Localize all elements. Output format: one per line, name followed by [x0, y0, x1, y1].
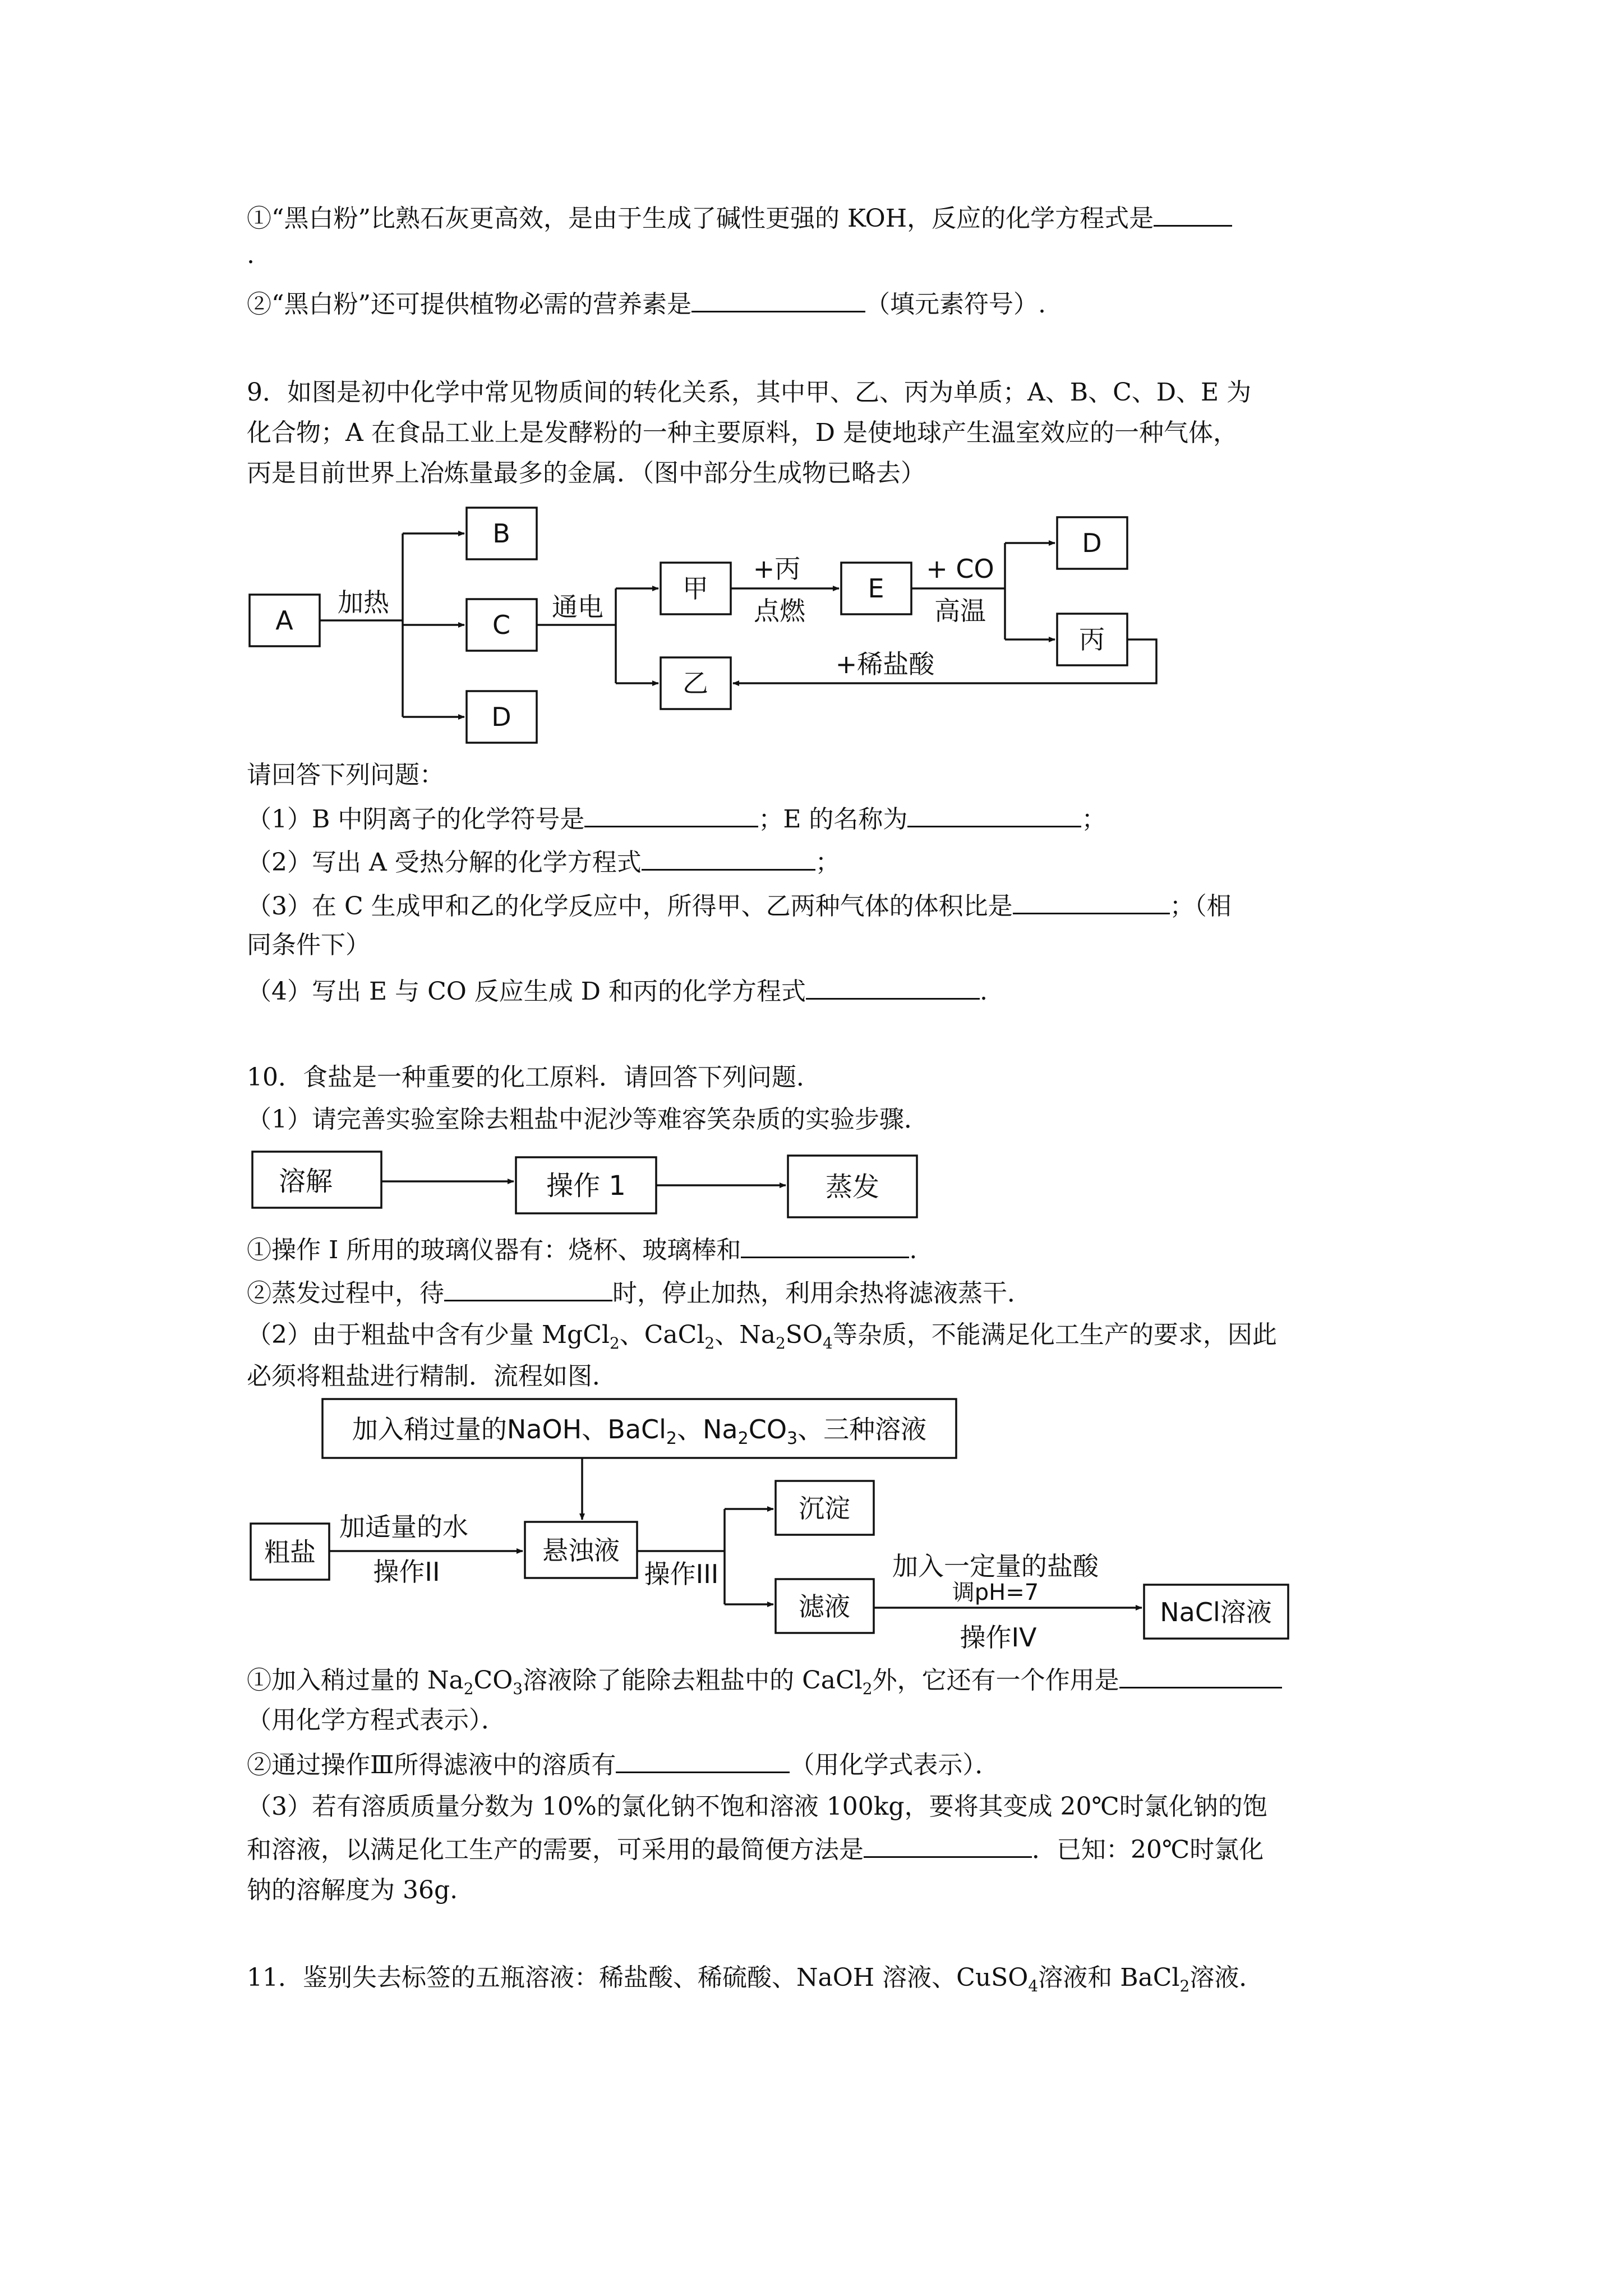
q10-part2: （2）由于粗盐中含有少量 MgCl$_2$、CaCl$_2$、$Na_2SO_4$等杂质，不能满足化工生产的要求，因此	[247, 1320, 1277, 1352]
label-e: E	[868, 573, 884, 604]
label-evaporate: 蒸发	[825, 1171, 880, 1203]
q9-stem-2: 化合物；A 在食品工业上是发酵粉的一种主要原料，D 是使地球产生温室效应的一种气体，	[247, 418, 1238, 447]
label-crude-salt: 粗盐	[264, 1537, 316, 1567]
q9-part3-cont: 同条件下）	[247, 931, 370, 959]
condition-high-temp: 高温	[934, 596, 986, 626]
label-a: A	[275, 605, 293, 636]
label-d2: D	[1082, 528, 1102, 558]
q10-p2-1: ①加入稍过量的 $Na_2CO_3$溶液除了能除去粗盐中的 CaCl$_2$外，它还有一个作用是	[247, 1662, 1282, 1706]
label-suspension: 悬浊液	[542, 1535, 620, 1566]
q10-part1: （1）请完善实验室除去粗盐中泥沙等难容笑杂质的实验步骤．	[247, 1105, 929, 1134]
reagent-bing: +丙	[753, 554, 801, 584]
q8-line1: ①“黑白粉”比熟石灰更高效，是由于生成了碱性更强的 KOH，反应的化学方程式是	[247, 200, 1232, 236]
reagent-hcl: +稀盐酸	[835, 649, 935, 679]
q9-part2: （2）写出 A 受热分解的化学方程式 ；	[247, 844, 840, 880]
condition-electrolysis: 通电	[552, 592, 603, 622]
label-operation2: 操作II	[373, 1557, 440, 1587]
reagent-co: + CO	[926, 554, 994, 584]
q9-part3: （3）在 C 生成甲和乙的化学反应中，所得甲、乙两种气体的体积比是 ；（相	[247, 888, 1232, 923]
label-b: B	[492, 518, 510, 549]
answer-blank[interactable]	[1119, 1662, 1282, 1688]
q10-part3-l2: 和溶液，以满足化工生产的需要，可采用的最简便方法是 ．已知：20℃时氯化	[247, 1832, 1264, 1867]
q9-part1: （1）B 中阴离子的化学符号是 ；E 的名称为 ；	[247, 801, 1106, 836]
label-operation1: 操作 1	[546, 1170, 626, 1202]
condition-add-hcl: 加入一定量的盐酸	[892, 1551, 1099, 1581]
q10-part2-cont: 必须将粗盐进行精制．流程如图．	[247, 1362, 617, 1391]
condition-heat: 加热	[338, 587, 389, 618]
q8-line1-end: .	[247, 241, 255, 269]
q10-part3-l3: 钠的溶解度为 36g.	[247, 1876, 458, 1904]
q9-ask: 请回答下列问题：	[247, 761, 444, 789]
label-dissolve: 溶解	[278, 1166, 333, 1197]
label-operation4: 操作IV	[960, 1622, 1037, 1653]
label-yi: 乙	[683, 668, 708, 698]
label-bing: 丙	[1079, 624, 1105, 655]
q10-part3: （3）若有溶质质量分数为 10%的氯化钠不饱和溶液 100kg，要将其变成 20℃时氯化钠的饱	[247, 1792, 1267, 1821]
q10-p1-2: ②蒸发过程中，待 时，停止加热，利用余热将滤液蒸干．	[247, 1275, 1032, 1310]
q10-p2-2: ②通过操作Ⅲ所得滤液中的溶质有 （用化学式表示）．	[247, 1747, 999, 1782]
q10-stem: 10．食盐是一种重要的化工原料．请回答下列问题．	[247, 1063, 821, 1092]
q9-stem-3: 丙是目前世界上冶炼量最多的金属．（图中部分生成物已略去）	[247, 459, 925, 487]
label-precipitate: 沉淀	[799, 1493, 850, 1524]
label-c: C	[492, 610, 511, 640]
condition-ph: 调pH=7	[952, 1580, 1039, 1605]
label-reagents: 加入稍过量的NaOH、BaCl$_2$、$Na_2CO_3$、三种溶液	[352, 1414, 927, 1448]
answer-blank[interactable]	[864, 1832, 1032, 1858]
label-operation3: 操作III	[644, 1559, 719, 1589]
q11-stem: 11．鉴别失去标签的五瓶溶液：稀盐酸、稀硫酸、NaOH 溶液、CuSO$_4$溶液和 BaCl$_2$溶液．	[247, 1963, 1264, 1995]
label-filtrate: 滤液	[799, 1591, 850, 1622]
label-nacl-solution: NaCl溶液	[1160, 1597, 1272, 1627]
label-jia: 甲	[683, 573, 708, 604]
q9-stem-1: 9．如图是初中化学中常见物质间的转化关系，其中甲、乙、丙为单质；A、B、C、D、E 为	[247, 378, 1252, 407]
label-d: D	[491, 702, 511, 732]
condition-ignite: 点燃	[754, 596, 805, 626]
q10-p2-1-cont: （用化学方程式表示）．	[247, 1706, 506, 1734]
q8-line2: ②“黑白粉”还可提供植物必需的营养素是 （填元素符号）.	[247, 286, 1046, 321]
answer-blank[interactable]	[616, 1747, 790, 1773]
q9-part4: （4）写出 E 与 CO 反应生成 D 和丙的化学方程式 .	[247, 973, 988, 1009]
condition-add-water: 加适量的水	[339, 1512, 468, 1542]
q10-p1-1: ①操作 I 所用的玻璃仪器有：烧杯、玻璃棒和 .	[247, 1232, 917, 1267]
